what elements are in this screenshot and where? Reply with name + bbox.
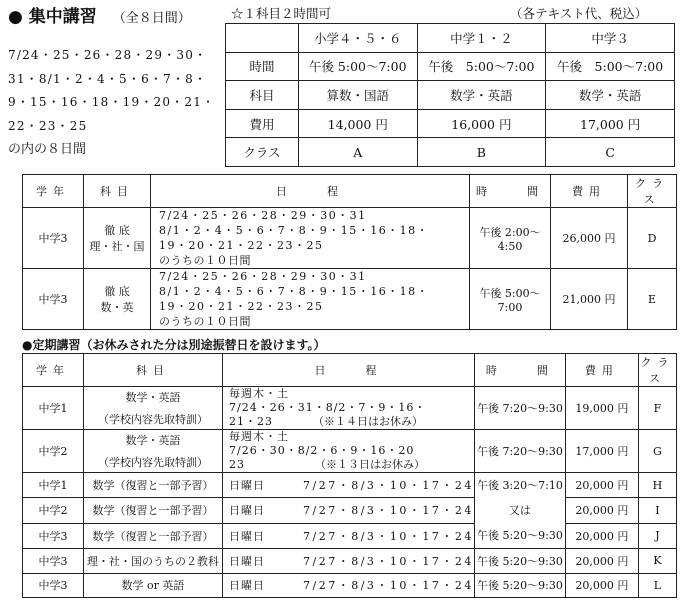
class-cell: K	[638, 549, 676, 574]
time-line: 午後 5:20〜9:30	[476, 529, 563, 542]
subject-line: 徹 底	[104, 224, 130, 237]
table-cell: 数学・英語	[417, 81, 546, 110]
subject-line: 理・社・国	[89, 240, 145, 253]
time-cell: 午後 5:20〜9:30	[474, 573, 565, 598]
table-row	[23, 549, 677, 574]
row-label: クラス	[226, 138, 299, 167]
regular-course-title: ●定期講習（お休みされた分は別途振替日を設けます。）	[22, 338, 326, 352]
schedule-cell	[223, 573, 475, 598]
table-row	[23, 269, 677, 330]
table-header: 中学３	[546, 24, 675, 53]
schedule-cell	[223, 387, 475, 430]
class-cell: D	[628, 208, 677, 269]
grade-cell: 中学3	[23, 523, 84, 548]
grade-cell: 中学3	[23, 208, 84, 269]
table-row	[23, 498, 677, 523]
intensive-course-title: ● 集中講習 （全８日間）	[8, 7, 191, 27]
class-cell: F	[638, 387, 676, 430]
table-cell: 午後 5:00〜7:00	[299, 52, 418, 81]
table-header: 日 程	[151, 175, 470, 208]
table-header: 学年	[23, 175, 84, 208]
table-header: 科目	[84, 175, 151, 208]
table-header-row	[23, 354, 677, 387]
dates-label: 7/27・8/3・10・17・24	[303, 579, 474, 593]
grade-cell: 中学2	[23, 498, 84, 523]
schedule-line: のうちの１０日間	[159, 254, 251, 267]
time-cell: 午後 5:00〜7:00	[470, 269, 551, 330]
schedule-line: 毎週木・土	[229, 387, 289, 400]
grade-cell: 中学1	[23, 473, 84, 498]
day-label: 日曜日	[229, 479, 265, 493]
time-cell: 午後 7:20〜9:30	[474, 430, 565, 473]
schedule-line: 19・20・21・22・23・25	[159, 300, 324, 313]
intensive-price-table	[225, 23, 675, 167]
subject-cell: 数学 or 英語	[84, 573, 223, 598]
class-cell: I	[638, 498, 676, 523]
grade-cell: 中学3	[23, 573, 84, 598]
table-header: 小学４・５・６	[299, 24, 418, 53]
table-cell: 数学・英語	[546, 81, 675, 110]
schedule-line: 7/24・25・26・28・29・30・31	[159, 209, 367, 222]
day-label: 日曜日	[229, 579, 265, 593]
fee-cell: 20,000 円	[565, 523, 638, 548]
time-cell-merged	[474, 473, 565, 549]
schedule-line: 8/1・2・4・5・6・7・8・9・15・16・18・	[159, 285, 430, 298]
table-cell: C	[546, 138, 675, 167]
grade-cell: 中学3	[23, 549, 84, 574]
class-cell: L	[638, 573, 676, 598]
table-header: 日 程	[223, 354, 475, 387]
fee-cell: 19,000 円	[565, 387, 638, 430]
schedule-line: のうちの１０日間	[159, 315, 251, 328]
day-label: 日曜日	[229, 529, 265, 543]
time-cell: 午後 7:20〜9:30	[474, 387, 565, 430]
class-cell: H	[638, 473, 676, 498]
intensive-dates: 7/24・25・26・28・29・30・31・8/1・2・4・5・6・7・8・9・15・16・18・19・20・21・22・23・25	[8, 48, 216, 133]
regular-course-table	[22, 353, 677, 598]
schedule-cell	[151, 208, 470, 269]
intensive-note: の内の８日間	[8, 142, 87, 157]
table-row	[23, 573, 677, 598]
subject-cell: 数学（復習と一部予習）	[84, 473, 223, 498]
table-cell: A	[299, 138, 418, 167]
fee-cell: 20,000 円	[565, 473, 638, 498]
table-header: 時 間	[474, 354, 565, 387]
dates-label: 7/27・8/3・10・17・24	[303, 479, 474, 493]
table-cell: 算数・国語	[299, 81, 418, 110]
schedule-cell	[223, 549, 475, 574]
table-row	[226, 81, 675, 110]
row-label: 費用	[226, 109, 299, 138]
table-row	[226, 138, 675, 167]
day-label: 日曜日	[229, 554, 265, 568]
table-header: 学年	[23, 354, 84, 387]
schedule-cell	[223, 430, 475, 473]
time-cell: 午後 2:00〜4:50	[470, 208, 551, 269]
grade-cell: 中学2	[23, 430, 84, 473]
table-header: クラス	[628, 175, 677, 208]
table-row	[23, 473, 677, 498]
subject-cell	[84, 430, 223, 473]
time-line: 又は	[508, 504, 531, 517]
table-row	[226, 109, 675, 138]
schedule-cell	[223, 498, 475, 523]
class-cell: E	[628, 269, 677, 330]
intensive-title-text: 集中講習	[28, 7, 97, 27]
schedule-cell	[223, 523, 475, 548]
table-cell: 午後 5:00〜7:00	[546, 52, 675, 81]
table-cell: 16,000 円	[417, 109, 546, 138]
time-cell: 午後 5:20〜9:30	[474, 549, 565, 574]
table-header: 中学１・２	[417, 24, 546, 53]
class-cell: J	[638, 523, 676, 548]
table-row	[23, 430, 677, 473]
table-header: 科目	[84, 354, 223, 387]
table-cell	[226, 24, 299, 53]
table-cell: 午後 5:00〜7:00	[417, 52, 546, 81]
subject-cell	[84, 269, 151, 330]
schedule-line: 7/26・30・8/2・6・9・16・20	[229, 444, 415, 457]
time-line: 午後 3:20〜7:10	[476, 479, 563, 492]
subject-cell	[84, 387, 223, 430]
table-header-row	[226, 24, 675, 53]
subject-cell: 理・社・国のうちの２教科	[84, 549, 223, 574]
tax-note: （各テキスト代、税込）	[510, 6, 648, 21]
table-header: 費用	[551, 175, 628, 208]
dates-label: 7/27・8/3・10・17・24	[303, 529, 474, 543]
subject-cell: 数学（復習と一部予習）	[84, 523, 223, 548]
fee-cell: 17,000 円	[565, 430, 638, 473]
fee-cell: 20,000 円	[565, 573, 638, 598]
fee-cell: 20,000 円	[565, 549, 638, 574]
table-row	[23, 208, 677, 269]
schedule-cell	[151, 269, 470, 330]
table-cell: B	[417, 138, 546, 167]
fee-cell: 20,000 円	[565, 498, 638, 523]
schedule-note: （※１４日はお休み）	[313, 415, 423, 428]
dates-label: 7/27・8/3・10・17・24	[303, 554, 474, 568]
table-header: クラス	[638, 354, 676, 387]
subject-cell: 数学（復習と一部予習）	[84, 498, 223, 523]
table-cell: 17,000 円	[546, 109, 675, 138]
table-header-row	[23, 175, 677, 208]
schedule-note: （※１３日はお休み）	[315, 458, 425, 471]
table-header: 費用	[565, 354, 638, 387]
row-label: 時間	[226, 52, 299, 81]
subject-line: 数学・英語	[125, 434, 181, 447]
schedule-line: 7/24・26・31・8/2・7・9・16・	[229, 401, 427, 414]
dates-label: 7/27・8/3・10・17・24	[303, 504, 474, 518]
schedule-cell	[223, 473, 475, 498]
subject-line: 数学・英語	[125, 391, 181, 404]
table-cell: 14,000 円	[299, 109, 418, 138]
intensive-subtitle: （全８日間）	[112, 11, 191, 26]
table-row	[23, 523, 677, 548]
schedule-line: 7/24・25・26・28・29・30・31	[159, 270, 367, 283]
table-row	[226, 52, 675, 81]
schedule-line: 23	[229, 458, 245, 471]
schedule-line: 毎週木・土	[229, 430, 289, 443]
top-note: ☆１科目２時間可	[231, 6, 332, 21]
intensive-detail-table	[22, 174, 677, 330]
day-label: 日曜日	[229, 504, 265, 518]
row-label: 科目	[226, 81, 299, 110]
schedule-line: 8/1・2・4・5・6・7・8・9・15・16・18・	[159, 224, 430, 237]
subject-line: 徹 底	[104, 285, 130, 298]
subject-line: （学校内容先取特訓）	[98, 413, 208, 426]
fee-cell: 26,000 円	[551, 208, 628, 269]
grade-cell: 中学1	[23, 387, 84, 430]
table-header: 時 間	[470, 175, 551, 208]
schedule-line: 21・23	[229, 415, 273, 428]
subject-cell	[84, 208, 151, 269]
fee-cell: 21,000 円	[551, 269, 628, 330]
class-cell: G	[638, 430, 676, 473]
schedule-line: 19・20・21・22・23・25	[159, 239, 324, 252]
subject-line: （学校内容先取特訓）	[98, 456, 208, 469]
table-row	[23, 387, 677, 430]
grade-cell: 中学3	[23, 269, 84, 330]
subject-line: 数・英	[100, 301, 134, 314]
